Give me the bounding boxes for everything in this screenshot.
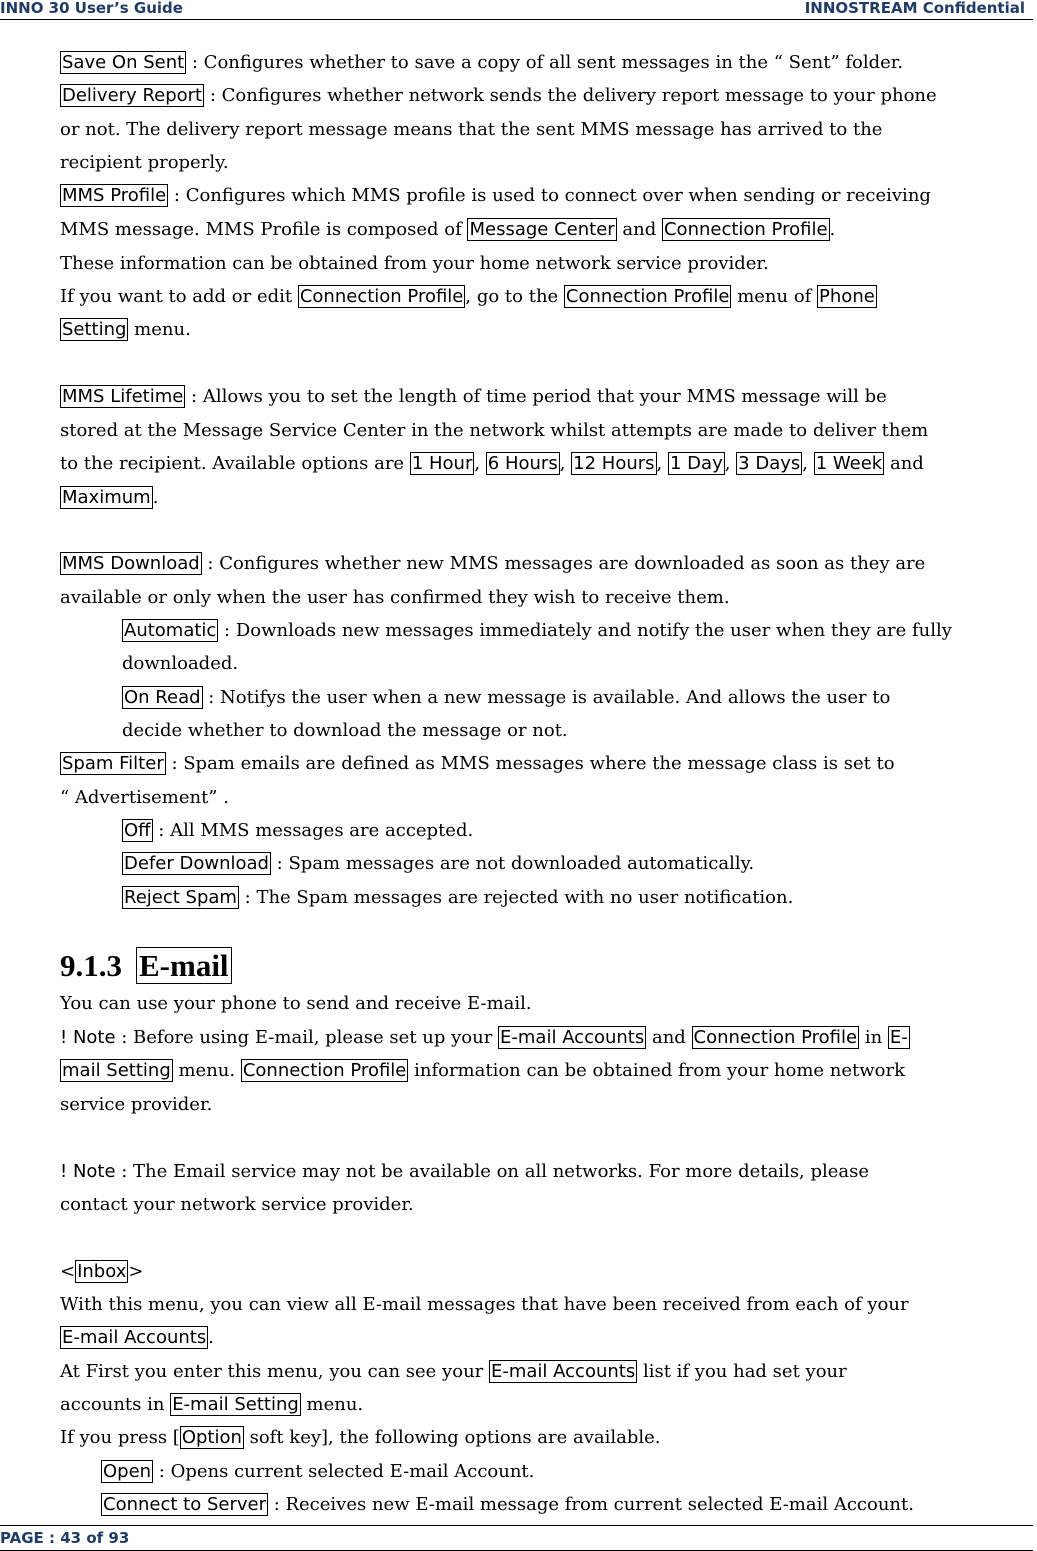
menu-term: Spam Filter	[62, 753, 164, 774]
menu-term: Message Center	[469, 219, 615, 240]
menu-term: Connection Profile	[565, 286, 730, 307]
page-header	[0, 0, 1033, 20]
text-line: Reject Spam : The Spam messages are rejected with no user notification.	[124, 887, 794, 908]
text-line: Save On Sent : Configures whether to save a copy of all sent messages in the “ Sent” folder.	[62, 52, 904, 73]
menu-term: MMS Download	[62, 553, 200, 574]
menu-term: Connection Profile	[299, 286, 464, 307]
text-line: Off : All MMS messages are accepted.	[124, 820, 474, 841]
menu-term: E-mail Setting	[172, 1394, 299, 1415]
menu-term: 1 Week	[815, 453, 883, 474]
text-line: Spam Filter : Spam emails are defined as MMS messages where the message class is set to	[62, 753, 895, 774]
menu-term: MMS Profile	[62, 185, 167, 206]
text-line: available or only when the user has confirmed they wish to receive them.	[60, 587, 730, 608]
menu-term: E-mail Accounts	[500, 1027, 645, 1048]
text-line: or not. The delivery report message means that the sent MMS message has arrived to the	[60, 119, 883, 140]
menu-term: E-mail Accounts	[491, 1361, 636, 1382]
text-line: These information can be obtained from your home network service provider.	[60, 253, 769, 274]
text-line: If you want to add or edit Connection Profile , go to the Connection Profile menu of Phone	[60, 286, 875, 307]
text-line: On Read : Notifys the user when a new message is available. And allows the user to	[124, 687, 891, 708]
text-line: You can use your phone to send and receive E-mail.	[60, 993, 532, 1014]
text-line: MMS Profile : Configures which MMS profile is used to connect over when sending or receiving	[62, 185, 931, 206]
header-doc-title: INNO 30 User’s Guide	[0, 0, 183, 17]
text-line: Setting menu.	[62, 319, 191, 340]
menu-term: Inbox	[77, 1261, 127, 1282]
text-line: recipient properly.	[60, 152, 229, 173]
menu-term: Option	[181, 1427, 242, 1448]
menu-term: On Read	[124, 687, 201, 708]
text-line: < Inbox >	[60, 1261, 144, 1282]
menu-term: 12 Hours	[573, 453, 655, 474]
menu-term: Automatic	[124, 620, 217, 641]
section-heading	[60, 944, 232, 988]
text-line: “ Advertisement” .	[60, 787, 229, 808]
menu-term: Connection Profile	[663, 219, 828, 240]
menu-term: Open	[103, 1461, 152, 1482]
text-line: Automatic : Downloads new messages immediately and notify the user when they are fully	[124, 620, 952, 641]
note-label: ! Note	[60, 1027, 116, 1048]
text-line: MMS Lifetime : Allows you to set the length of time period that your MMS message will be	[62, 386, 887, 407]
note-label: ! Note	[60, 1161, 116, 1182]
menu-term: mail Setting	[62, 1060, 171, 1081]
text-line: Delivery Report : Configures whether network sends the delivery report message to your phone	[62, 85, 937, 106]
text-line: accounts in E-mail Setting menu.	[60, 1394, 364, 1415]
menu-term: Phone	[819, 286, 875, 307]
page-footer	[0, 1525, 1033, 1551]
section-number: 9.1.3	[60, 948, 122, 983]
text-line: Maximum .	[62, 487, 159, 508]
text-line: Open : Opens current selected E-mail Account.	[103, 1461, 535, 1482]
section-title: E-mail	[136, 947, 232, 984]
text-line: If you press [ Option soft key], the following options are available.	[60, 1427, 661, 1448]
text-line: decide whether to download the message or not.	[122, 720, 568, 741]
menu-term: Setting	[62, 319, 127, 340]
menu-term: Connect to Server	[103, 1494, 266, 1515]
text-line: E-mail Accounts .	[62, 1327, 214, 1348]
header-confidential: INNOSTREAM Confidential	[804, 0, 1025, 17]
menu-term: Off	[124, 820, 151, 841]
text-line: Defer Download : Spam messages are not downloaded automatically.	[124, 853, 755, 874]
text-line: Connect to Server : Receives new E-mail message from current selected E-mail Account.	[103, 1494, 914, 1515]
menu-term: Maximum	[62, 487, 151, 508]
menu-term: 1 Day	[670, 453, 723, 474]
menu-term: Connection Profile	[242, 1060, 407, 1081]
menu-term: Defer Download	[124, 853, 269, 874]
text-line: mail Setting menu. Connection Profile information can be obtained from your home network	[62, 1060, 906, 1081]
text-line: MMS Download : Configures whether new MMS messages are downloaded as soon as they are	[62, 553, 926, 574]
text-line: contact your network service provider.	[60, 1194, 414, 1215]
text-line: MMS message. MMS Profile is composed of Message Center and Connection Profile .	[60, 219, 836, 240]
menu-term: Connection Profile	[693, 1027, 858, 1048]
page-number: PAGE : 43 of 93	[0, 1529, 130, 1547]
menu-term: Delivery Report	[62, 85, 203, 106]
menu-term: E-mail Accounts	[62, 1327, 207, 1348]
menu-term: MMS Lifetime	[62, 386, 184, 407]
text-line: ! Note : Before using E-mail, please set up your E-mail Accounts and Connection Profile in E-	[60, 1027, 908, 1048]
text-line: With this menu, you can view all E-mail messages that have been received from each of your	[60, 1294, 909, 1315]
text-line: to the recipient. Available options are 1 Hour , 6 Hours , 12 Hours , 1 Day , 3 Days , 1 Week and	[60, 453, 924, 474]
menu-term: E-	[889, 1027, 908, 1048]
menu-term: 6 Hours	[487, 453, 558, 474]
menu-term: Reject Spam	[124, 887, 237, 908]
text-line: service provider.	[60, 1094, 213, 1115]
text-line: downloaded.	[122, 653, 239, 674]
menu-term: Save On Sent	[62, 52, 185, 73]
menu-term: 1 Hour	[411, 453, 473, 474]
menu-term: 3 Days	[738, 453, 801, 474]
text-line: At First you enter this menu, you can see your E-mail Accounts list if you had set your	[60, 1361, 847, 1382]
text-line: ! Note : The Email service may not be available on all networks. For more details, please	[60, 1161, 870, 1182]
text-line: stored at the Message Service Center in the network whilst attempts are made to deliver them	[60, 420, 929, 441]
